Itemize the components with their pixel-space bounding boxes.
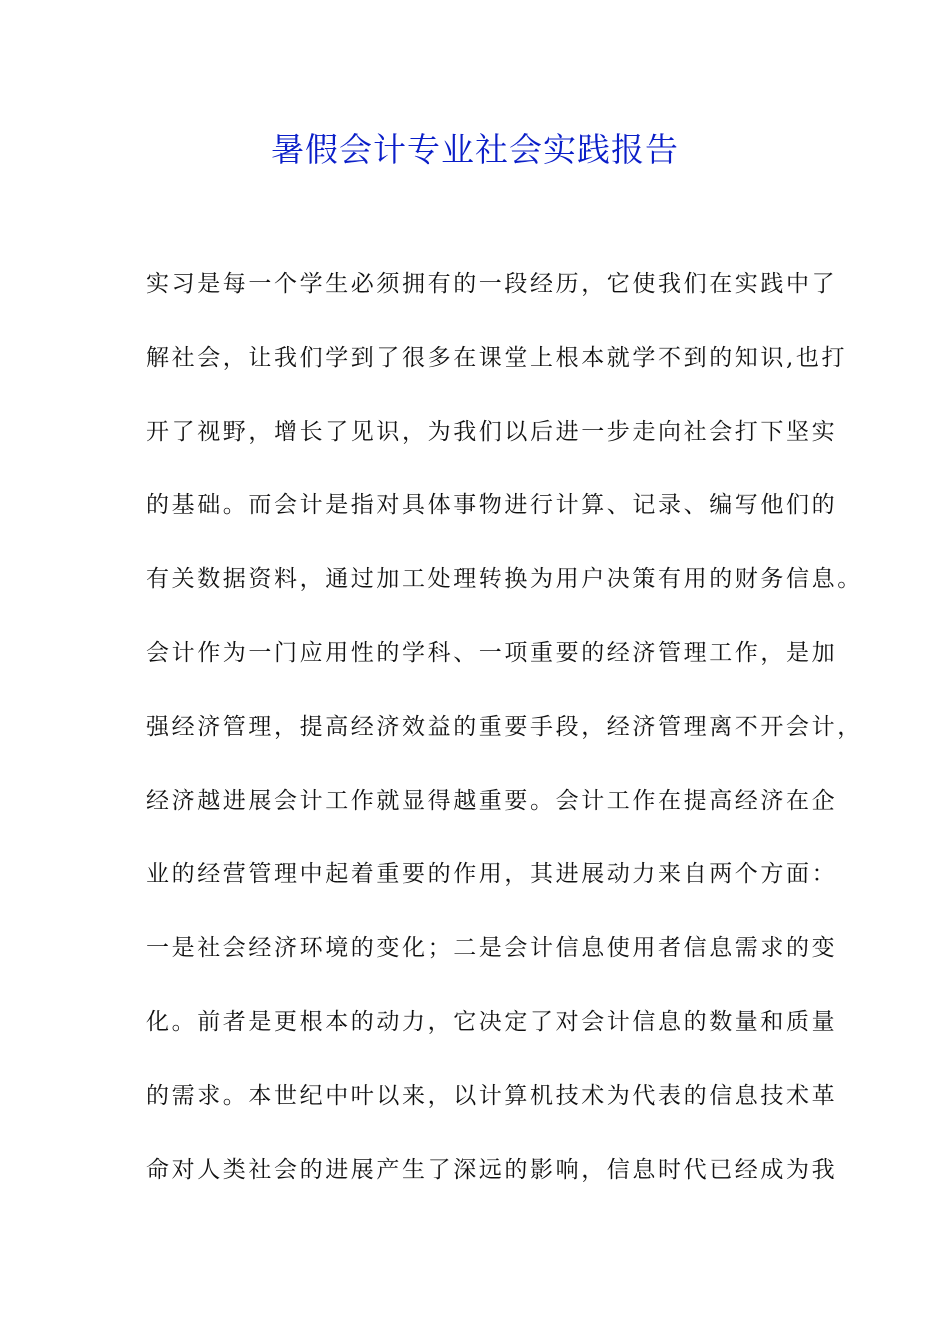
body-line: 的基础。而会计是指对具体事物进行计算、记录、编写他们的 <box>146 492 838 519</box>
body-line: 经济越进展会计工作就显得越重要。会计工作在提高经济在企 <box>146 787 838 814</box>
document-title: 暑假会计专业社会实践报告 <box>271 130 679 169</box>
body-line: 一是社会经济环境的变化；二是会计信息使用者信息需求的变 <box>146 935 838 962</box>
body-line: 命对人类社会的进展产生了深远的影响，信息时代已经成为我 <box>146 1156 838 1183</box>
body-line: 的需求。本世纪中叶以来，以计算机技术为代表的信息技术革 <box>146 1082 838 1109</box>
body-line: 化。前者是更根本的动力，它决定了对会计信息的数量和质量 <box>146 1008 838 1035</box>
document-body <box>146 260 863 1219</box>
body-line: 有关数据资料，通过加工处理转换为用户决策有用的财务信息。 <box>146 566 863 593</box>
body-line: 实习是每一个学生必须拥有的一段经历，它使我们在实践中了 <box>146 271 838 297</box>
body-line: 会计作为一门应用性的学科、一项重要的经济管理工作，是加 <box>146 639 838 666</box>
body-line: 业的经营管理中起着重要的作用，其进展动力来自两个方面： <box>146 861 838 888</box>
body-line: 强经济管理，提高经济效益的重要手段，经济管理离不开会计， <box>146 713 863 740</box>
body-line: 开了视野，增长了见识，为我们以后进一步走向社会打下坚实 <box>146 418 838 445</box>
body-line: 解社会，让我们学到了很多在课堂上根本就学不到的知识,也打 <box>146 344 848 371</box>
